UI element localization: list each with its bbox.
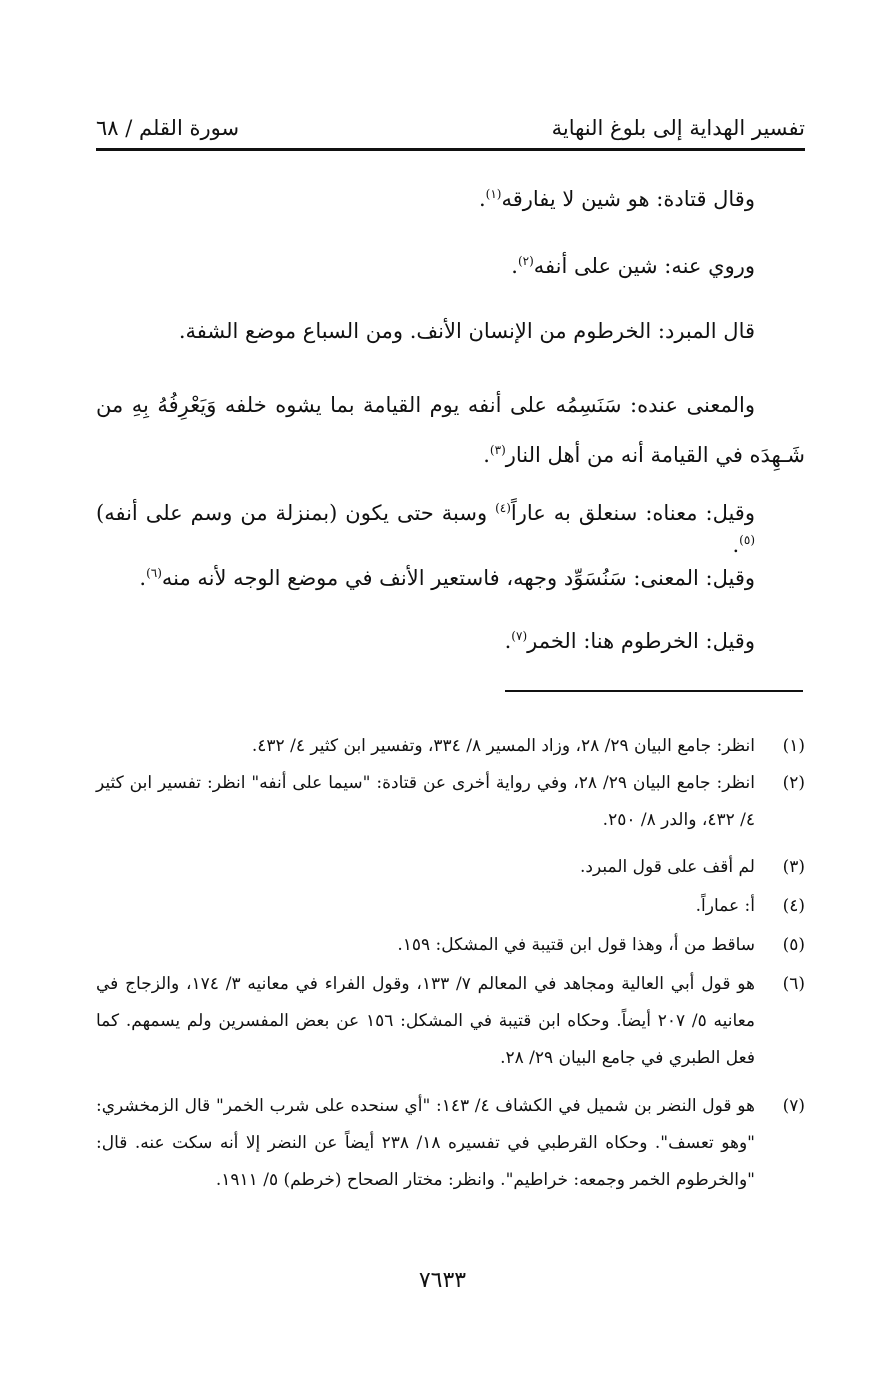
book-title: تفسير الهداية إلى بلوغ النهاية	[551, 116, 805, 140]
footnote-text: ساقط من أ، وهذا قول ابن قتيبة في المشكل: ١٥٩.	[397, 935, 755, 955]
footnote-number: (٥)	[782, 935, 805, 955]
footnote-ref[interactable]: (٦)	[146, 566, 162, 580]
footnote-item	[96, 927, 805, 964]
footnote-text: لم أقف على قول المبرد.	[580, 857, 755, 877]
paragraph-text: والمعنى عنده: سَنَسِمُه على أنفه يوم القيامة بما يشوه خلفه وَيَعْرِفُهُ بِهِ من شَـهِدَه في القيامة أنه من أهل النار	[96, 393, 805, 467]
footnote-ref[interactable]: (٢)	[517, 254, 534, 268]
paragraph-text: وقيل: المعنى: سَنُسَوِّد وجهه، فاستعير الأنف في موضع الوجه لأنه منه	[161, 566, 755, 590]
footnote-number: (٣)	[782, 857, 805, 877]
surah-label: سورة القلم / ٦٨	[96, 116, 240, 140]
footnote-ref[interactable]: (٧)	[511, 629, 528, 643]
footnote-number: (١)	[782, 736, 805, 756]
footnote-ref[interactable]: (٤)	[495, 501, 511, 515]
header-rule	[96, 148, 805, 151]
footnote-text: انظر: جامع البيان ٢٩/ ٢٨، وزاد المسير ٨/ ٣٣٤، وتفسير ابن كثير ٤/ ٤٣٢.	[251, 736, 755, 756]
footnote-item	[96, 728, 805, 765]
paragraph-text: وقيل: معناه: سنعلق به عاراً	[510, 501, 755, 525]
footnote-separator	[505, 690, 803, 692]
paragraph-end: .	[504, 629, 512, 653]
paragraph-text: وروي عنه: شين على أنفه	[533, 254, 755, 278]
footnote-number: (٤)	[782, 896, 805, 916]
footnote-ref[interactable]: (٣)	[489, 443, 506, 457]
page-number: ٧٦٣٣	[418, 1268, 467, 1293]
paragraph-qatada	[96, 183, 805, 215]
footnote-item	[96, 1088, 805, 1199]
footnote-number: (٢)	[782, 773, 805, 793]
paragraph-mubarrad	[96, 315, 805, 347]
footnote-ref[interactable]: (١)	[485, 187, 502, 201]
paragraph-end: .	[511, 254, 518, 278]
running-header	[96, 108, 805, 148]
paragraph-end: .	[478, 187, 486, 211]
footnote-item	[96, 765, 805, 839]
paragraph-wine	[96, 625, 805, 657]
footnote-item	[96, 888, 805, 925]
paragraph-narration	[96, 250, 805, 282]
footnote-item	[96, 966, 805, 1077]
paragraph-end: .	[732, 533, 740, 557]
paragraph-text: قال المبرد: الخرطوم من الإنسان الأنف. ومن السباع موضع الشفة.	[178, 319, 755, 343]
footnote-number: (٧)	[782, 1096, 805, 1116]
paragraph-text: وقال قتادة: هو شين لا يفارقه	[501, 187, 755, 211]
footnote-ref[interactable]: (٥)	[739, 533, 755, 547]
footnote-text: هو قول النضر بن شميل في الكشاف ٤/ ١٤٣: "أي سنحده على شرب الخمر" قال الزمخشري: "وهو تعسف". وحكاه القرطبي في تفسيره ١٨/ ٢٣٨ أيضاً عن النضر إلا أنه سكت عنه. قال: "والخرطوم الخمر وجمعه: خراطيم". وانظر: مختار الصحاح (خرطم) ٥/ ١٩١١.	[96, 1096, 756, 1190]
paragraph-meaning	[96, 380, 805, 480]
paragraph-text: وسبة حتى يكون (بمنزلة من وسم على أنفه)	[96, 501, 496, 525]
paragraph-blacken	[96, 562, 805, 594]
footnote-text: هو قول أبي العالية ومجاهد في المعالم ٧/ ١٣٣، وقول الفراء في معانيه ٣/ ١٧٤، والزجاج في معانيه ٥/ ٢٠٧ أيضاً. وحكاه ابن قتيبة في المشكل: ١٥٦ عن بعض المفسرين ولم يسمهم. كما فعل الطبري في جامع البيان ٢٩/ ٢٨.	[96, 974, 756, 1068]
paragraph-end: .	[483, 443, 490, 467]
footnote-text: أ: عماراً.	[695, 896, 755, 916]
footnote-text: انظر: جامع البيان ٢٩/ ٢٨، وفي رواية أخرى عن قتادة: "سيما على أنفه" انظر: تفسير ابن كثير ٤/ ٤٣٢، والدر ٨/ ٢٥٠.	[96, 773, 756, 830]
footnote-number: (٦)	[782, 974, 805, 994]
paragraph-end: .	[139, 566, 147, 590]
paragraph-text: وقيل: الخرطوم هنا: الخمر	[527, 629, 755, 653]
footnote-item	[96, 849, 805, 886]
paragraph-shame	[96, 497, 805, 561]
